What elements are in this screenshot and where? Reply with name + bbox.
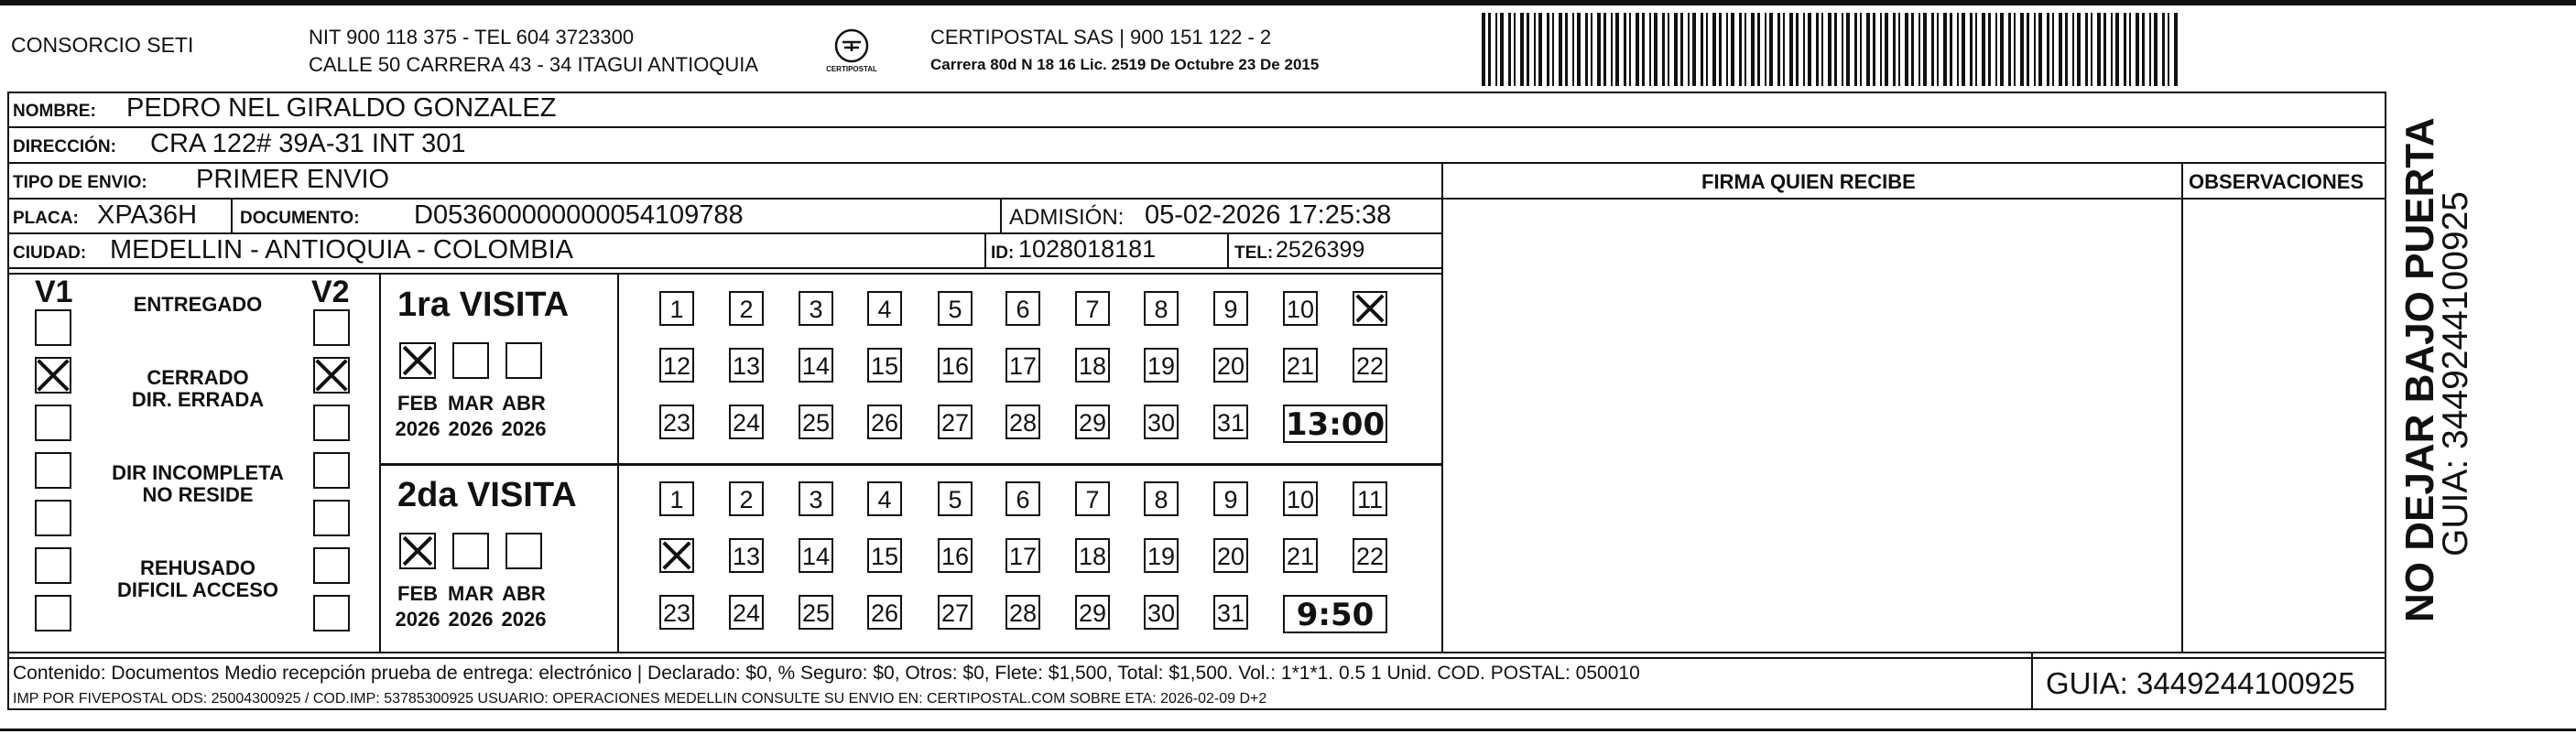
- day-box: 16: [938, 348, 973, 383]
- day-box: 10: [1283, 481, 1318, 516]
- day-box: 18: [1075, 538, 1110, 573]
- v1-label: V1: [35, 275, 73, 309]
- day-box: 15: [867, 348, 902, 383]
- ciudad-label: CIUDAD:: [13, 243, 87, 263]
- no-dejar-bajo-puerta: NO DEJAR BAJO PUERTA: [2397, 117, 2442, 622]
- day-box: 26: [867, 405, 902, 439]
- impresion-line: IMP POR FIVEPOSTAL ODS: 25004300925 / COD.IMP: 53785300925 USUARIO: OPERACIONES MEDELLIN CONSULTE SU ENVIO EN: CERTIPOSTAL.COM SOBRE ETA: 2026-02-09 D+2: [13, 691, 1267, 707]
- certipostal-logo: [813, 26, 890, 82]
- day-box: 15: [867, 538, 902, 573]
- month-name: MAR: [447, 582, 495, 605]
- top-border: [0, 0, 2576, 5]
- day-box: 3: [799, 481, 833, 516]
- placa-value: XPA36H: [97, 200, 198, 230]
- month-name: ABR: [502, 392, 546, 415]
- company-address-line: CALLE 50 CARRERA 43 - 34 ITAGUI ANTIOQUIA: [309, 53, 759, 76]
- nombre-label: NOMBRE:: [13, 102, 96, 121]
- day-box: 20: [1213, 538, 1248, 573]
- tipo-envio-label: TIPO DE ENVIO:: [13, 173, 147, 192]
- month-name: FEB: [397, 392, 438, 415]
- day-box: 21: [1283, 348, 1318, 383]
- v2-label: V2: [311, 275, 350, 309]
- day-box: 29: [1075, 405, 1110, 439]
- month-checkbox: [505, 533, 542, 569]
- day-box: 22: [1353, 348, 1387, 383]
- day-box: 5: [938, 481, 973, 516]
- visit-title: 1ra VISITA: [397, 286, 570, 324]
- day-box: 24: [729, 405, 764, 439]
- status-option-label: DIR INCOMPLETA: [112, 461, 284, 484]
- day-box: 9: [1213, 291, 1248, 326]
- time-box: 13:00: [1283, 405, 1387, 443]
- day-box: 8: [1144, 291, 1179, 326]
- day-box: 7: [1075, 291, 1110, 326]
- visit-title: 2da VISITA: [397, 476, 577, 514]
- id-label: ID:: [991, 243, 1015, 263]
- day-box: 5: [938, 291, 973, 326]
- bottom-border: [0, 729, 2576, 731]
- day-box: 30: [1144, 595, 1179, 630]
- day-box: 21: [1283, 538, 1318, 573]
- status-option-label: NO RESIDE: [142, 483, 254, 506]
- admision-value: 05-02-2026 17:25:38: [1145, 200, 1392, 230]
- tipo-envio-value: PRIMER ENVIO: [196, 165, 390, 194]
- admision-label: ADMISIÓN:: [1009, 205, 1125, 230]
- tel-value: 2526399: [1276, 237, 1365, 263]
- day-box: 19: [1144, 538, 1179, 573]
- month-name: ABR: [502, 582, 546, 605]
- day-box: 12: [659, 348, 694, 383]
- day-box: 13: [729, 348, 764, 383]
- day-box: 2: [729, 481, 764, 516]
- guia-footer: GUIA: 3449244100925: [2046, 666, 2355, 700]
- day-box: 17: [1005, 538, 1040, 573]
- day-box: 26: [867, 595, 902, 630]
- month-checkbox: [505, 342, 542, 379]
- courier-line: CERTIPOSTAL SAS | 900 151 122 - 2: [930, 26, 1272, 49]
- month-checkbox: [399, 342, 436, 379]
- day-box: 28: [1005, 405, 1040, 439]
- documento-value: D053600000000054109788: [414, 200, 744, 230]
- nombre-value: PEDRO NEL GIRALDO GONZALEZ: [126, 93, 557, 123]
- day-box: 22: [1353, 538, 1387, 573]
- day-box: 27: [938, 595, 973, 630]
- day-box: 28: [1005, 595, 1040, 630]
- day-box: 17: [1005, 348, 1040, 383]
- day-box: 16: [938, 538, 973, 573]
- day-box: 23: [659, 595, 694, 630]
- direccion-label: DIRECCIÓN:: [13, 137, 116, 157]
- day-box: 1: [659, 291, 694, 326]
- day-box: 27: [938, 405, 973, 439]
- month-checkbox: [452, 533, 489, 569]
- day-box: 10: [1283, 291, 1318, 326]
- observaciones-label: OBSERVACIONES: [2189, 170, 2364, 193]
- status-option-label: ENTREGADO: [133, 293, 263, 316]
- day-box: 30: [1144, 405, 1179, 439]
- documento-label: DOCUMENTO:: [240, 209, 360, 228]
- day-box: 6: [1005, 481, 1040, 516]
- day-box: 13: [729, 538, 764, 573]
- status-option-label: DIR. ERRADA: [131, 388, 265, 411]
- id-value: 1028018181: [1018, 235, 1157, 263]
- day-box: 11: [1353, 481, 1387, 516]
- day-box: 1: [659, 481, 694, 516]
- day-box: 24: [729, 595, 764, 630]
- day-box: 6: [1005, 291, 1040, 326]
- day-box: 19: [1144, 348, 1179, 383]
- month-checkbox: [399, 533, 436, 569]
- month-name: MAR: [447, 392, 495, 415]
- day-box: 9: [1213, 481, 1248, 516]
- month-year: 2026: [395, 608, 440, 631]
- day-box: [659, 538, 694, 573]
- ciudad-value: MEDELLIN - ANTIOQUIA - COLOMBIA: [110, 235, 573, 264]
- courier-license-line: Carrera 80d N 18 16 Lic. 2519 De Octubre 23 De 2015: [930, 56, 1320, 73]
- day-box: 2: [729, 291, 764, 326]
- day-box: 4: [867, 481, 902, 516]
- status-option-label: CERRADO: [147, 366, 249, 389]
- day-box: 14: [799, 348, 833, 383]
- day-box: 31: [1213, 405, 1248, 439]
- firma-label: FIRMA QUIEN RECIBE: [1701, 170, 1916, 193]
- status-option-label: REHUSADO: [140, 556, 255, 579]
- tel-label: TEL:: [1234, 243, 1274, 263]
- placa-label: PLACA:: [13, 209, 79, 228]
- month-checkbox: [452, 342, 489, 379]
- company-nit-line: NIT 900 118 375 - TEL 604 3723300: [309, 26, 635, 49]
- day-box: 7: [1075, 481, 1110, 516]
- direccion-value: CRA 122# 39A-31 INT 301: [150, 129, 466, 158]
- status-option-label: DIFICIL ACCESO: [116, 578, 278, 601]
- day-box: 20: [1213, 348, 1248, 383]
- month-name: FEB: [397, 582, 438, 605]
- month-year: 2026: [448, 417, 494, 440]
- logo-text: CERTIPOSTAL: [826, 65, 877, 73]
- month-year: 2026: [501, 608, 547, 631]
- day-box: 31: [1213, 595, 1248, 630]
- day-box: 18: [1075, 348, 1110, 383]
- day-box: 25: [799, 405, 833, 439]
- month-year: 2026: [395, 417, 440, 440]
- day-box: [1353, 291, 1387, 326]
- day-box: 3: [799, 291, 833, 326]
- day-box: 25: [799, 595, 833, 630]
- day-box: 29: [1075, 595, 1110, 630]
- month-year: 2026: [501, 417, 547, 440]
- month-year: 2026: [448, 608, 494, 631]
- barcode: [1482, 13, 2178, 86]
- day-box: 23: [659, 405, 694, 439]
- day-box: 4: [867, 291, 902, 326]
- time-box: 9:50: [1283, 595, 1387, 633]
- guia-vertical: GUIA: 3449244100925: [2436, 191, 2475, 556]
- contenido-line: Contenido: Documentos Medio recepción prueba de entrega: electrónico | Declarado: $0, % Seguro: $0, Otros: $0, Flete: $1,500, Total: $1,500. Vol.: 1*1*1. 0.5 1 Unid. COD. POSTAL: 050010: [13, 663, 1640, 684]
- day-box: 14: [799, 538, 833, 573]
- day-box: 8: [1144, 481, 1179, 516]
- company-name: CONSORCIO SETI: [11, 33, 194, 57]
